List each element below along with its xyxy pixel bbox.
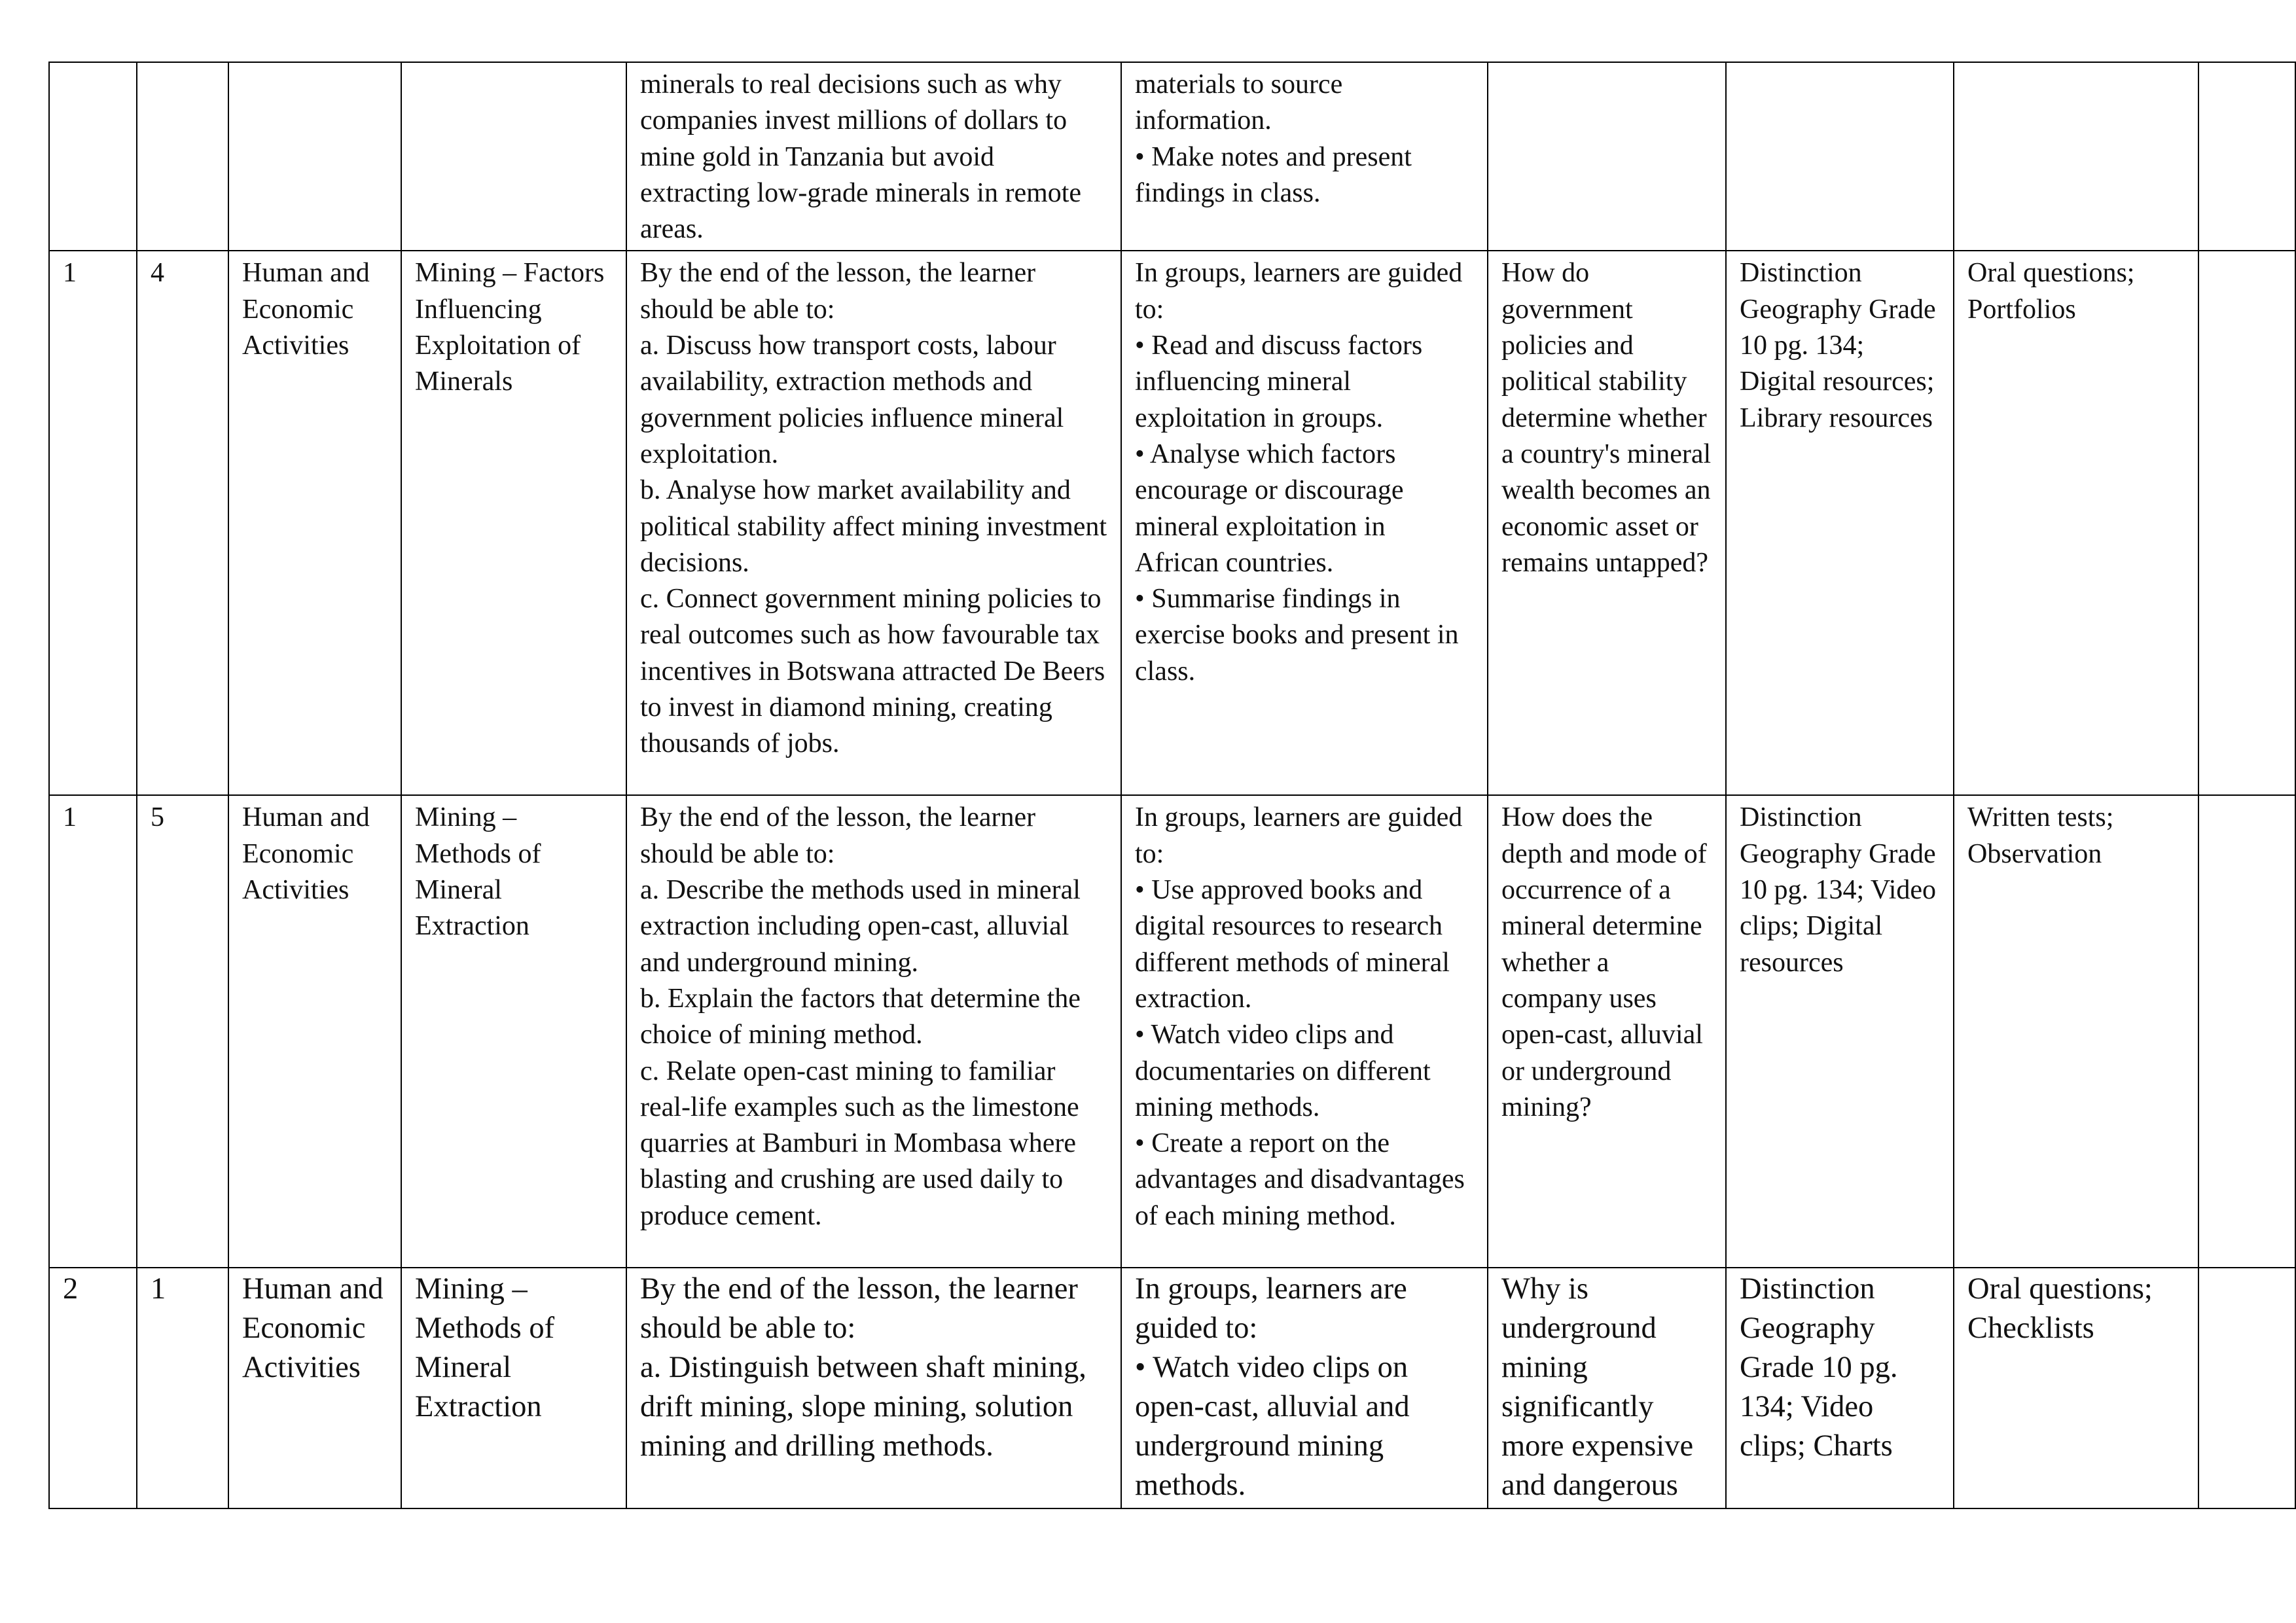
outcome-line: a. Discuss how transport costs, labour availability, extraction methods and government policies influence mineral exploitation. bbox=[640, 330, 1064, 469]
assessment-cell: Written tests; Observation bbox=[1954, 795, 2198, 1268]
table-row bbox=[49, 1268, 2295, 1508]
week-cell: 1 bbox=[49, 251, 137, 795]
outcome-line: b. Analyse how market availability and political stability affect mining investment decisions. bbox=[640, 475, 1107, 578]
assessment-cell bbox=[1954, 62, 2198, 251]
learning-resources-cell: Distinction Geography Grade 10 pg. 134; Video clips; Charts bbox=[1726, 1268, 1954, 1508]
inquiry-question-cell: How do government policies and political stability determine whether a country's mineral wealth becomes an economic asset or remains untapped? bbox=[1488, 251, 1726, 795]
experience-line: • Create a report on the advantages and disadvantages of each mining method. bbox=[1135, 1128, 1465, 1231]
experience-line: • Use approved books and digital resources to research different methods of mineral extraction. bbox=[1135, 875, 1450, 1014]
experience-line: • Make notes and present findings in class. bbox=[1135, 141, 1412, 208]
experience-line: • Read and discuss factors influencing mineral exploitation in groups. bbox=[1135, 330, 1423, 433]
outcome-line: a. Distinguish between shaft mining, drift mining, slope mining, solution mining and drilling methods. bbox=[640, 1351, 1086, 1463]
table-row bbox=[49, 62, 2295, 251]
outcome-line: c. Connect government mining policies to real outcomes such as how favourable tax incentives in Botswana attracted De Beers to invest in diamond mining, creating thousands of jobs. bbox=[640, 584, 1105, 759]
strand-cell: Human and Economic Activities bbox=[228, 795, 401, 1268]
learning-outcomes-cell bbox=[626, 62, 1121, 251]
assessment-cell: Oral questions; Portfolios bbox=[1954, 251, 2198, 795]
sub-strand-cell: Mining – Methods of Mineral Extraction bbox=[401, 795, 626, 1268]
reflection-cell bbox=[2198, 795, 2295, 1268]
reflection-cell bbox=[2198, 62, 2295, 251]
learning-outcomes-cell bbox=[626, 1268, 1121, 1508]
strand-cell: Human and Economic Activities bbox=[228, 1268, 401, 1508]
lesson-cell: 4 bbox=[137, 251, 228, 795]
week-cell bbox=[49, 62, 137, 251]
lesson-cell: 1 bbox=[137, 1268, 228, 1508]
learning-outcomes-cell bbox=[626, 795, 1121, 1268]
sub-strand-cell: Mining – Factors Influencing Exploitation of Minerals bbox=[401, 251, 626, 795]
table-row bbox=[49, 795, 2295, 1268]
sub-strand-cell: Mining – Methods of Mineral Extraction bbox=[401, 1268, 626, 1508]
inquiry-question-cell: Why is underground mining significantly more expensive and dangerous bbox=[1488, 1268, 1726, 1508]
learning-experiences-cell bbox=[1121, 795, 1488, 1268]
scheme-of-work-table bbox=[48, 62, 2296, 1509]
week-cell: 1 bbox=[49, 795, 137, 1268]
experience-line: • Watch video clips on open-cast, alluvial and underground mining methods. bbox=[1135, 1351, 1410, 1503]
strand-cell bbox=[228, 62, 401, 251]
experience-line: • Analyse which factors encourage or discourage mineral exploitation in African countries. bbox=[1135, 438, 1404, 578]
learning-resources-cell bbox=[1726, 62, 1954, 251]
reflection-cell bbox=[2198, 251, 2295, 795]
outcome-line: minerals to real decisions such as why companies invest millions of dollars to mine gold in Tanzania but avoid extracting low-grade minerals in remote areas. bbox=[640, 69, 1082, 245]
outcome-line: a. Describe the methods used in mineral extraction including open-cast, alluvial and underground mining. bbox=[640, 875, 1081, 978]
experience-line: • Watch video clips and documentaries on different mining methods. bbox=[1135, 1020, 1431, 1122]
reflection-cell bbox=[2198, 1268, 2295, 1508]
assessment-cell: Oral questions; Checklists bbox=[1954, 1268, 2198, 1508]
learning-experiences-cell bbox=[1121, 251, 1488, 795]
experience-line: In groups, learners are guided to: bbox=[1135, 258, 1463, 325]
outcome-line: By the end of the lesson, the learner should be able to: bbox=[640, 1272, 1078, 1346]
learning-outcomes-cell bbox=[626, 251, 1121, 795]
experience-line: In groups, learners are guided to: bbox=[1135, 1272, 1407, 1346]
lesson-cell bbox=[137, 62, 228, 251]
outcome-line: By the end of the lesson, the learner should be able to: bbox=[640, 258, 1036, 325]
lesson-cell: 5 bbox=[137, 795, 228, 1268]
week-cell: 2 bbox=[49, 1268, 137, 1508]
experience-line: In groups, learners are guided to: bbox=[1135, 802, 1463, 869]
outcome-line: By the end of the lesson, the learner should be able to: bbox=[640, 802, 1036, 869]
learning-experiences-cell bbox=[1121, 1268, 1488, 1508]
experience-line: • Summarise findings in exercise books and present in class. bbox=[1135, 584, 1459, 687]
learning-experiences-cell bbox=[1121, 62, 1488, 251]
experience-line: materials to source information. bbox=[1135, 69, 1343, 136]
learning-resources-cell: Distinction Geography Grade 10 pg. 134; Video clips; Digital resources bbox=[1726, 795, 1954, 1268]
table-row bbox=[49, 251, 2295, 795]
strand-cell: Human and Economic Activities bbox=[228, 251, 401, 795]
inquiry-question-cell: How does the depth and mode of occurrence of a mineral determine whether a company uses open-cast, alluvial or underground mining? bbox=[1488, 795, 1726, 1268]
outcome-line: b. Explain the factors that determine the choice of mining method. bbox=[640, 983, 1081, 1050]
learning-resources-cell: Distinction Geography Grade 10 pg. 134; Digital resources; Library resources bbox=[1726, 251, 1954, 795]
outcome-line: c. Relate open-cast mining to familiar real-life examples such as the limestone quarries at Bamburi in Mombasa where blasting and crushing are used daily to produce cement. bbox=[640, 1056, 1079, 1231]
sub-strand-cell bbox=[401, 62, 626, 251]
inquiry-question-cell bbox=[1488, 62, 1726, 251]
